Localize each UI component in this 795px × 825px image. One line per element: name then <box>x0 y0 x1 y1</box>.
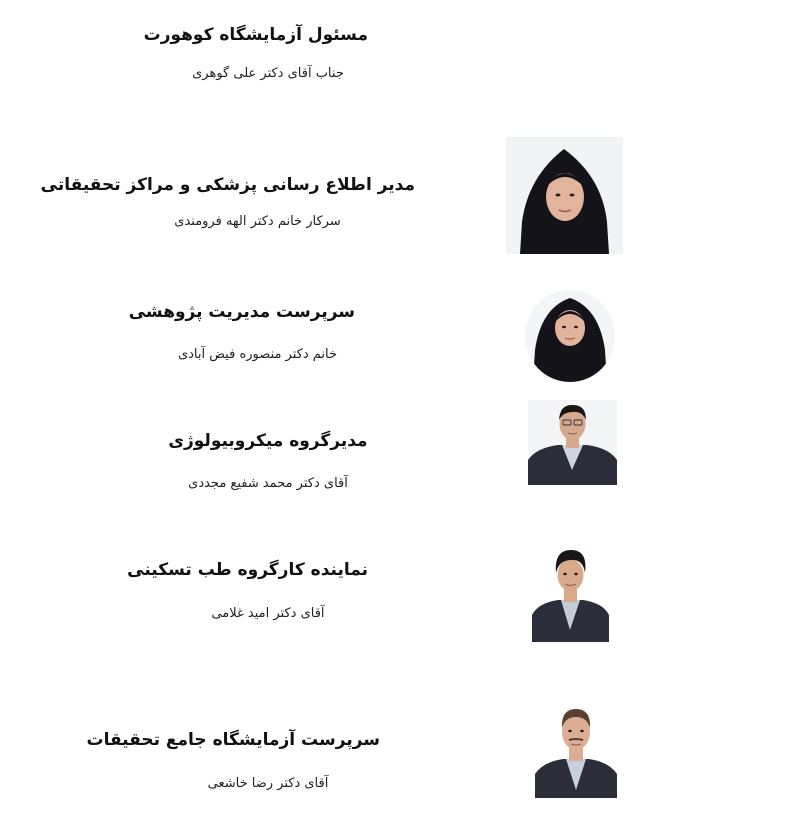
staff-title-microbiology: مدیرگروه میکروبیولوژی <box>168 431 368 451</box>
staff-title-comprehensive-research-lab: سرپرست آزمایشگاه جامع تحقیقات <box>86 730 380 750</box>
staff-title-palliative-care: نماینده کارگروه طب تسکینی <box>127 560 368 580</box>
staff-name-reza-khashei: آقای دکتر رضا خاشعی <box>207 776 329 791</box>
portrait-photo-mojaddedi <box>528 400 617 485</box>
staff-name-ali-gohari: جناب آقای دکتر علی گوهری <box>192 66 344 81</box>
staff-name-mohammad-shafi-mojaddedi: آقای دکتر محمد شفیع مجددی <box>188 476 348 491</box>
portrait-photo-foroumandi <box>506 137 623 254</box>
staff-name-omid-gholami: آقای دکتر امید غلامی <box>211 606 325 621</box>
staff-title-research-management: سرپرست مدیریت پژوهشی <box>128 302 355 322</box>
portrait-photo-khashei <box>535 700 617 798</box>
staff-name-elahe-foroumandi: سرکار خانم دکتر الهه فرومندی <box>174 214 341 229</box>
staff-title-medical-info: مدیر اطلاع رسانی پزشکی و مراکز تحقیقاتی <box>40 175 415 195</box>
portrait-photo-gholami <box>532 545 609 642</box>
portrait-photo-feizabadi <box>525 290 615 382</box>
staff-title-cohort-lab: مسئول آزمایشگاه کوهورت <box>143 25 368 45</box>
staff-name-mansoureh-feizabadi: خانم دکتر منصوره فیض آبادی <box>177 347 338 362</box>
